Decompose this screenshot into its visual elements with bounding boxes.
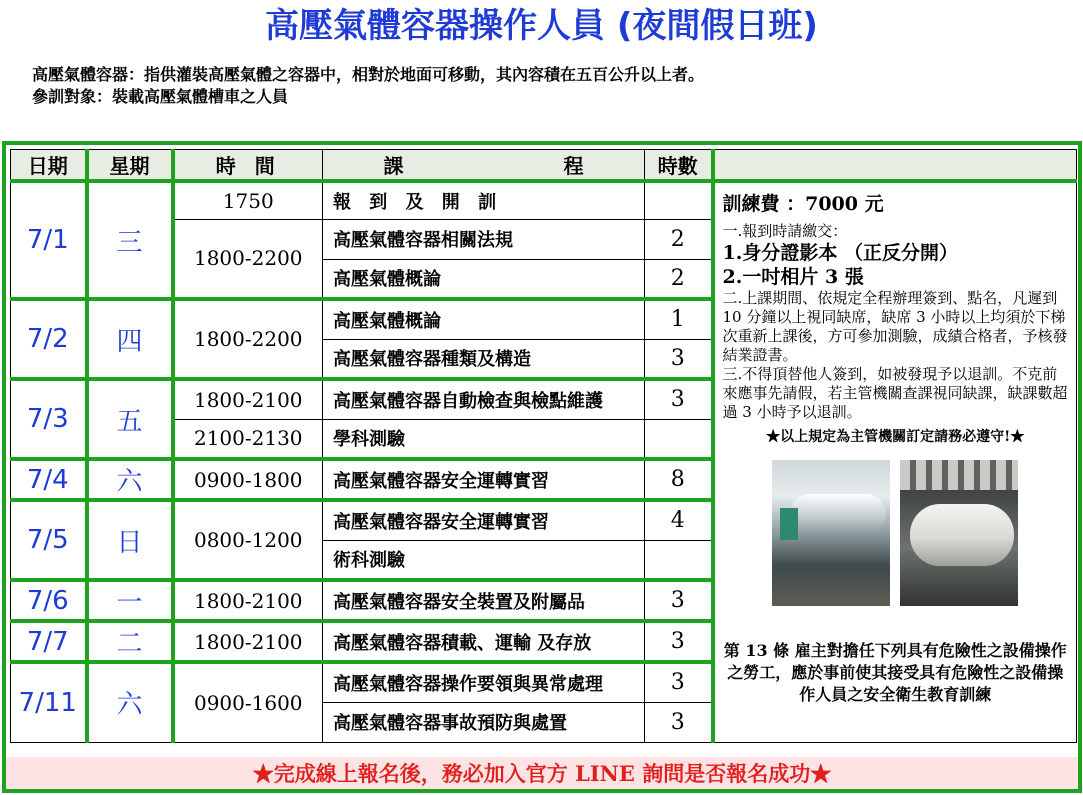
date-cell: 7/3 (11, 379, 87, 459)
training-fee: 訓練費 ：7000 元 (722, 193, 884, 215)
course-cell: 高壓氣體容器種類及構造 (323, 339, 645, 379)
time-cell: 2100-2130 (173, 419, 323, 459)
course-cell: 高壓氣體容器操作要領與異常處理 (323, 662, 645, 702)
time-cell: 0900-1600 (173, 662, 323, 742)
header-time: 時 間 (173, 150, 323, 182)
day-cell: 六 (87, 662, 173, 742)
hours-cell: 3 (645, 379, 713, 419)
time-cell: 1800-2200 (173, 299, 323, 379)
day-cell: 五 (87, 379, 173, 459)
target-audience: 參訓對象：裝載高壓氣體槽車之人員 (32, 87, 289, 106)
course-cell: 高壓氣體容器安全運轉實習 (323, 500, 645, 540)
course-cell: 高壓氣體容器積載、運輸 及存放 (323, 621, 645, 662)
rule-note: ★以上規定為主管機關訂定請務必遵守!★ (766, 429, 1025, 445)
time-cell: 1800-2100 (173, 621, 323, 662)
note-2: 二.上課期間、依規定全程辦理簽到、點名，凡遲到 10 分鐘以上視同缺席，缺席 3 小時以上均須於下梯次重新上課後，方可參加測驗，成績合格者，予核發結業證書。 (722, 289, 1068, 364)
page-title: 高壓氣體容器操作人員 (夜間假日班) (265, 6, 818, 46)
header-day: 星期 (87, 150, 173, 182)
date-cell: 7/4 (11, 459, 87, 500)
day-cell: 二 (87, 621, 173, 662)
hours-cell: 3 (645, 662, 713, 702)
note-1: 一.報到時請繳交： (722, 222, 848, 240)
note-item-2: 2.一吋相片 3 張 (722, 266, 864, 288)
date-cell: 7/6 (11, 580, 87, 621)
date-cell: 7/7 (11, 621, 87, 662)
law-article: 第 13 條 雇主對擔任下列具有危險性之設備操作之勞工，應於事前使其接受具有危險性之設備操作人員之安全衛生教育訓練 (723, 641, 1067, 704)
hours-cell: 8 (645, 459, 713, 500)
hours-cell (645, 540, 713, 580)
photo-strip (723, 460, 1069, 606)
course-cell: 高壓氣體概論 (323, 259, 645, 299)
course-cell: 學科測驗 (323, 419, 645, 459)
day-cell: 三 (87, 181, 173, 299)
hours-cell (645, 181, 713, 219)
course-cell: 高壓氣體容器安全裝置及附屬品 (323, 580, 645, 621)
time-cell: 1800-2100 (173, 580, 323, 621)
hours-cell: 2 (645, 219, 713, 259)
hours-cell: 1 (645, 299, 713, 339)
date-cell: 7/2 (11, 299, 87, 379)
header-hours: 時數 (645, 150, 713, 182)
date-cell: 7/5 (11, 500, 87, 580)
hours-cell: 3 (645, 580, 713, 621)
date-cell: 7/11 (11, 662, 87, 742)
course-cell: 高壓氣體容器事故預防與處置 (323, 702, 645, 742)
time-cell: 1800-2100 (173, 379, 323, 419)
intro-text (32, 64, 704, 108)
header-course-a: 課 (383, 154, 404, 178)
notes-panel (713, 181, 1077, 742)
day-cell: 一 (87, 580, 173, 621)
course-cell: 高壓氣體容器相關法規 (323, 219, 645, 259)
hours-cell: 3 (645, 702, 713, 742)
day-cell: 六 (87, 459, 173, 500)
time-cell: 1750 (173, 181, 323, 219)
header-notes (713, 150, 1077, 182)
header-row (11, 150, 1077, 182)
course-cell: 術科測驗 (323, 540, 645, 580)
gas-cylinder-photo (900, 460, 1018, 606)
course-cell: 高壓氣體容器自動檢查與檢點維護 (323, 379, 645, 419)
note-item-1: 1.身分證影本 （正反分開） (722, 242, 958, 264)
hours-cell: 3 (645, 621, 713, 662)
header-date: 日期 (11, 150, 87, 182)
time-cell: 0900-1800 (173, 459, 323, 500)
date-cell: 7/1 (11, 181, 87, 299)
schedule-table (10, 149, 1077, 743)
hours-cell (645, 419, 713, 459)
day-cell: 日 (87, 500, 173, 580)
note-3: 三.不得頂替他人簽到，如被發現予以退訓。不克前來應事先請假，若主管機關查課視同缺課，缺課數超過 3 小時予以退訓。 (722, 365, 1068, 421)
tanker-truck-photo (772, 460, 890, 606)
hours-cell: 2 (645, 259, 713, 299)
hours-cell: 3 (645, 339, 713, 379)
course-cell: 報 到 及 開 訓 (323, 181, 645, 219)
hours-cell: 4 (645, 500, 713, 540)
container-definition: 高壓氣體容器：指供灌裝高壓氣體之容器中，相對於地面可移動，其內容積在五百公升以上者。 (32, 65, 705, 84)
header-course (323, 150, 645, 182)
course-cell: 高壓氣體容器安全運轉實習 (323, 459, 645, 500)
time-cell: 0800-1200 (173, 500, 323, 580)
schedule-frame (2, 141, 1082, 761)
table-row (11, 181, 1077, 219)
course-cell: 高壓氣體概論 (323, 299, 645, 339)
header-course-b: 程 (563, 154, 584, 178)
time-cell: 1800-2200 (173, 219, 323, 299)
day-cell: 四 (87, 299, 173, 379)
registration-reminder: ★完成線上報名後，務必加入官方 LINE 詢問是否報名成功★ (2, 757, 1082, 793)
